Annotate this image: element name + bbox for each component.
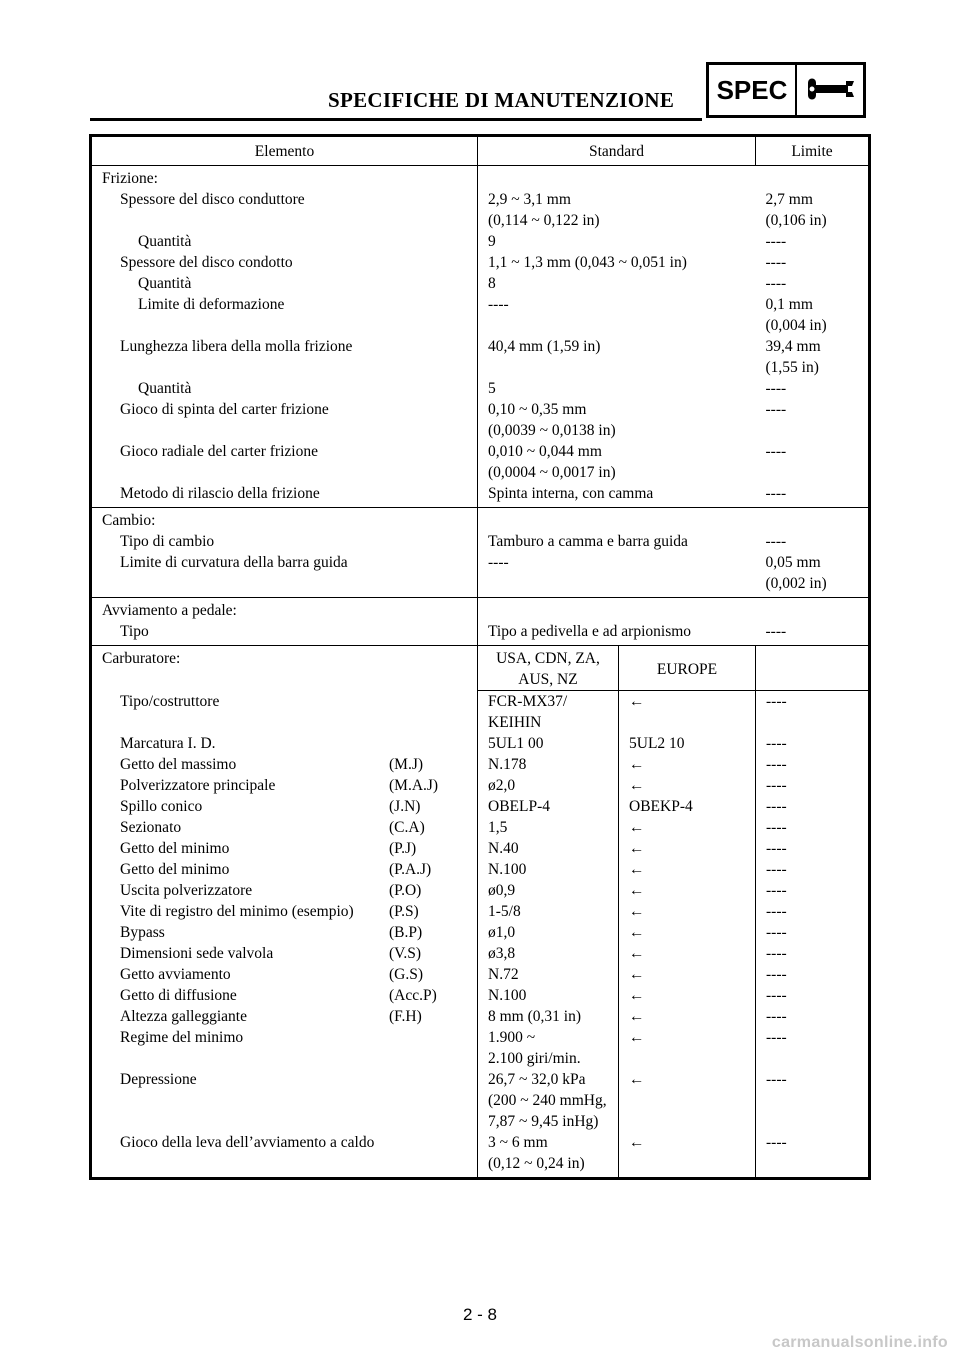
row-standard-a [478,922,619,943]
section-title: Avviamento a pedale: [91,598,478,622]
row-limit [756,189,870,231]
empty-cell [756,508,870,532]
row-label [91,901,478,922]
table-row [91,775,870,796]
row-standard-a [478,943,619,964]
empty-cell [756,598,870,622]
row-label: Tipo [120,623,149,640]
row-label: Tipo/costruttore [120,692,220,710]
row-standard-b: ← [619,880,756,901]
section-title: Cambio: [91,508,478,532]
row-limit [756,378,870,399]
table-row [91,1006,870,1027]
cell-line: 40,4 mm (1,59 in) [488,338,601,355]
row-standard-a [478,964,619,985]
cell-line: ---- [765,443,787,460]
row-limit [756,552,870,598]
table-row [91,336,870,378]
row-standard-b: ← [619,943,756,964]
row-label: Limite di deformazione [138,296,285,313]
table-row [91,901,870,922]
row-limit [756,336,870,378]
section-title-row [91,598,870,622]
row-standard-a [478,880,619,901]
empty-cell [478,598,756,622]
row-standard-a [478,775,619,796]
row-limit [756,252,870,273]
cell-line: ---- [488,554,509,571]
row-limit: ---- [756,964,870,985]
cell-line: 8 mm (0,31 in) [488,1008,581,1025]
row-standard-b: ← [619,1006,756,1027]
cell-line: 39,4 mm [765,338,821,355]
row-code: (P.J) [389,840,417,857]
row-standard-a [478,1132,619,1179]
row-standard [478,231,756,252]
row-label: Limite di curvatura della barra guida [120,554,348,571]
table-row [91,922,870,943]
cell-line: ---- [765,233,787,250]
cell-line: N.100 [488,861,527,878]
row-limit [756,294,870,336]
row-standard [478,336,756,378]
cell-line: 0,10 ~ 0,35 mm [488,401,587,418]
row-label [91,733,478,754]
row-label: Gioco di spinta del carter frizione [120,401,329,418]
page-number: 2 - 8 [462,1305,498,1324]
cell-line: 9 [488,233,496,250]
row-limit [756,399,870,441]
row-standard-a [478,901,619,922]
table-row [91,294,870,336]
table-row [91,985,870,1006]
spec-badge [706,62,866,118]
row-code: (M.A.J) [389,777,439,794]
table-row [91,691,870,734]
row-code: (G.S) [389,966,424,983]
empty-cell [756,646,870,691]
row-standard [478,252,756,273]
row-label-text: Altezza galleggiante [120,1008,247,1025]
row-label-text: Uscita polverizzatore [120,882,253,899]
cell-line: KEIHIN [488,714,542,731]
row-limit: ---- [756,691,870,734]
cell-line: 1,5 [488,819,508,836]
section-title: Frizione: [91,166,478,190]
row-standard-a [478,1027,619,1069]
cell-line: 5 [488,380,496,397]
row-label [91,943,478,964]
row-label-text: Spillo conico [120,798,203,815]
cell-line: (0,12 ~ 0,24 in) [488,1155,585,1172]
row-limit: ---- [756,985,870,1006]
row-label-text: Getto del minimo [120,840,230,857]
table-row [91,859,870,880]
row-standard [478,531,756,552]
page-title: SPECIFICHE DI MANUTENZIONE [328,88,675,112]
row-limit: ---- [756,754,870,775]
cell-line: (0,114 ~ 0,122 in) [488,212,600,229]
table-header-row [91,136,870,166]
table-row [91,943,870,964]
row-label: Spessore del disco condotto [120,254,293,271]
cell-line: ---- [488,296,509,313]
cell-line: Tipo a pedivella e ad arpionismo [488,623,692,640]
cell-line: 8 [488,275,496,292]
row-label-text: Bypass [120,924,165,941]
row-limit: ---- [756,1132,870,1179]
row-standard-b: ← [619,985,756,1006]
row-label [91,859,478,880]
row-label: Gioco radiale del carter frizione [120,443,318,460]
table-row [91,552,870,598]
cell-line: ---- [765,485,787,502]
row-standard [478,399,756,441]
row-limit [756,621,870,646]
row-label-text: Marcatura I. D. [120,735,216,752]
cell-line: 2,7 mm [765,191,813,208]
cell-line: (0,0039 ~ 0,0138 in) [488,422,616,439]
row-limit [756,231,870,252]
row-label-text: Gioco della leva dell’avviamento a caldo [120,1134,375,1151]
row-label [91,796,478,817]
row-label-text: Getto del minimo [120,861,230,878]
row-standard [478,441,756,483]
cell-line: ---- [765,623,787,640]
col-header-item: Elemento [91,136,478,166]
section-title-row [91,646,870,691]
row-label [91,838,478,859]
page-header [0,0,960,130]
row-standard-a [478,1006,619,1027]
row-label-text: Sezionato [120,819,182,836]
row-label [91,775,478,796]
table-row [91,964,870,985]
cell-line: FCR-MX37/ [488,693,568,710]
section-title: Carburatore: [91,646,478,691]
row-standard-b: ← [619,901,756,922]
cell-line: 5UL1 00 [488,735,544,752]
spec-badge-label: SPEC [709,65,797,115]
row-code: (V.S) [389,945,422,962]
cell-line: AUS, NZ [518,671,578,688]
table-row [91,1069,870,1132]
row-label-text: Polverizzatore principale [120,777,276,794]
wrench-icon [797,65,863,115]
cell-line: (0,106 in) [765,212,827,229]
cell-line: (200 ~ 240 mmHg, [488,1092,607,1109]
row-label: Quantità [138,275,192,292]
row-label-text: Dimensioni sede valvola [120,945,274,962]
row-label [91,922,478,943]
cell-line: (0,002 in) [765,575,827,592]
empty-cell [478,166,756,190]
cell-line: (0,004 in) [765,317,827,334]
empty-cell [478,508,756,532]
row-standard-b: ← [619,1027,756,1069]
row-standard [478,552,756,598]
row-label-text: Getto avviamento [120,966,231,983]
row-label [91,817,478,838]
maintenance-spec-table [89,134,871,1180]
row-label: Quantità [138,233,192,250]
cell-line: N.40 [488,840,519,857]
cell-line: 1-5/8 [488,903,521,920]
row-limit: ---- [756,1006,870,1027]
row-limit: ---- [756,775,870,796]
row-label-text: Regime del minimo [120,1029,244,1046]
row-limit [756,441,870,483]
col-header-standard: Standard [478,136,756,166]
row-limit: ---- [756,880,870,901]
cell-line: ---- [765,380,787,397]
cell-line: ø0,9 [488,882,516,899]
table-row [91,273,870,294]
row-standard-a [478,691,619,734]
empty-cell [756,166,870,190]
row-label [91,1006,478,1027]
row-standard [478,294,756,336]
cell-line: Spinta interna, con camma [488,485,654,502]
row-standard [478,483,756,508]
section-title-row [91,508,870,532]
row-standard-a [478,733,619,754]
table-row [91,880,870,901]
row-label: Quantità [138,380,192,397]
cell-line: 7,87 ~ 9,45 inHg) [488,1113,599,1130]
row-limit: ---- [756,943,870,964]
region-b-header [619,646,756,691]
row-limit: ---- [756,817,870,838]
cell-line: (1,55 in) [765,359,819,376]
table-row [91,733,870,754]
row-label-text: Getto di diffusione [120,987,237,1004]
row-limit [756,273,870,294]
table-row [91,441,870,483]
row-code: (M.J) [389,756,424,773]
row-standard-a [478,859,619,880]
row-standard [478,189,756,231]
row-code: (C.A) [389,819,425,836]
cell-line: N.100 [488,987,527,1004]
row-code: (J.N) [389,798,421,815]
cell-line: (0,0004 ~ 0,0017 in) [488,464,616,481]
row-standard-b: ← [619,775,756,796]
row-standard-b: ← [619,817,756,838]
cell-line: 3 ~ 6 mm [488,1134,548,1151]
table-row [91,231,870,252]
cell-line: 0,1 mm [765,296,813,313]
cell-line: Tamburo a camma e barra guida [488,533,688,550]
table-row [91,189,870,231]
cell-line: 1,1 ~ 1,3 mm (0,043 ~ 0,051 in) [488,254,687,271]
row-standard-a [478,985,619,1006]
row-label-text: Vite di registro del minimo (esempio) [120,903,354,920]
row-label [91,754,478,775]
cell-line: ø1,0 [488,924,516,941]
row-limit: ---- [756,838,870,859]
cell-line: ---- [765,275,787,292]
row-standard-a [478,838,619,859]
cell-line: 1.900 ~ [488,1029,536,1046]
row-standard [478,621,756,646]
row-standard [478,273,756,294]
region-a-header [478,646,619,691]
cell-line: 2,9 ~ 3,1 mm [488,191,571,208]
row-standard-b: ← [619,754,756,775]
row-label [91,964,478,985]
row-code: (Acc.P) [389,987,437,1004]
cell-line: N.178 [488,756,527,773]
row-standard-a [478,817,619,838]
row-standard-a [478,796,619,817]
table-row [91,817,870,838]
cell-line: N.72 [488,966,519,983]
row-limit: ---- [756,733,870,754]
row-standard-b: OBEKP-4 [619,796,756,817]
row-label: Metodo di rilascio della frizione [120,485,320,502]
watermark: carmanualsonline.info [771,1334,948,1351]
title-underline [90,118,702,121]
table-row [91,531,870,552]
cell-line: 2.100 giri/min. [488,1050,581,1067]
row-label [91,985,478,1006]
row-limit: ---- [756,922,870,943]
table-row [91,1027,870,1069]
cell-line: ---- [765,401,787,418]
row-standard-b: ← [619,1069,756,1132]
cell-line: ---- [765,533,787,550]
row-label: Tipo di cambio [120,533,215,550]
row-label [91,1132,478,1179]
cell-line: EUROPE [656,660,718,678]
row-standard-b: ← [619,1132,756,1179]
table-row [91,621,870,646]
cell-line: 0,010 ~ 0,044 mm [488,443,602,460]
cell-line: ---- [765,254,787,271]
row-standard-b: 5UL2 10 [619,733,756,754]
table-row [91,838,870,859]
row-standard-b: ← [619,964,756,985]
row-code: (P.O) [389,882,422,899]
row-standard-b: ← [619,838,756,859]
row-code: (F.H) [389,1008,422,1025]
row-standard-a [478,754,619,775]
cell-line: 26,7 ~ 32,0 kPa [488,1071,586,1088]
table-row [91,399,870,441]
row-standard [478,378,756,399]
row-limit: ---- [756,796,870,817]
row-limit [756,531,870,552]
row-limit: ---- [756,901,870,922]
row-code: (P.A.J) [389,861,432,878]
row-label [91,880,478,901]
row-standard-b: ← [619,691,756,734]
cell-line: 0,05 mm [765,554,821,571]
cell-line: ø2,0 [488,777,516,794]
table-row [91,754,870,775]
col-header-limit: Limite [756,136,870,166]
table-row [91,796,870,817]
row-label-text: Getto del massimo [120,756,237,773]
row-standard-b: ← [619,859,756,880]
row-label [91,1069,478,1132]
row-limit: ---- [756,859,870,880]
table-row [91,1132,870,1179]
row-limit [756,483,870,508]
row-code: (B.P) [389,924,423,941]
row-label: Lunghezza libera della molla frizione [120,338,353,355]
row-limit: ---- [756,1027,870,1069]
row-label: Spessore del disco conduttore [120,191,305,208]
row-label-text: Depressione [120,1071,197,1088]
section-title-row [91,166,870,190]
table-row [91,483,870,508]
cell-line: USA, CDN, ZA, [496,650,600,667]
row-standard-b: ← [619,922,756,943]
cell-line: OBELP-4 [488,798,550,815]
row-standard-a [478,1069,619,1132]
cell-line: ø3,8 [488,945,516,962]
row-limit: ---- [756,1069,870,1132]
row-label [91,1027,478,1069]
row-code: (P.S) [389,903,419,920]
table-row [91,378,870,399]
table-row [91,252,870,273]
